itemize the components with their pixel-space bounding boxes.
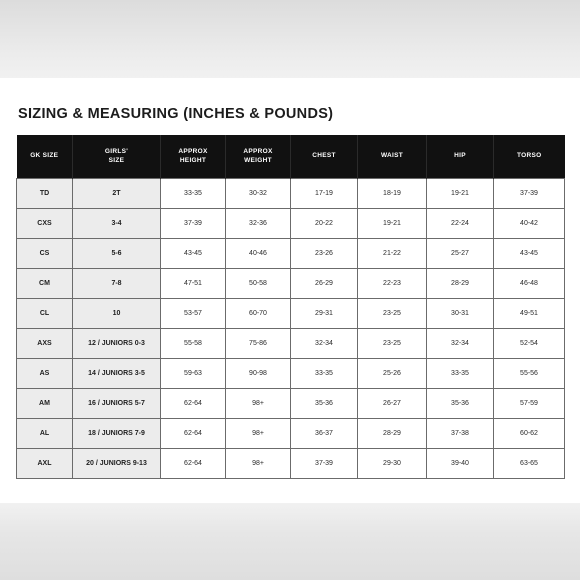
- cell-approx-height: 62-64: [161, 389, 226, 419]
- column-header-chest: CHEST: [291, 135, 358, 179]
- cell-hip: 33-35: [427, 359, 494, 389]
- cell-torso: 63-65: [494, 449, 565, 479]
- cell-torso: 43-45: [494, 239, 565, 269]
- cell-gk-size: CXS: [17, 209, 73, 239]
- cell-hip: 37-38: [427, 419, 494, 449]
- table-header-row: [17, 135, 565, 179]
- cell-gk-size: CM: [17, 269, 73, 299]
- table-row: [17, 329, 565, 359]
- cell-hip: 30-31: [427, 299, 494, 329]
- cell-torso: 40-42: [494, 209, 565, 239]
- cell-girls-size: 14 / JUNIORS 3-5: [73, 359, 161, 389]
- cell-gk-size: CL: [17, 299, 73, 329]
- cell-gk-size: CS: [17, 239, 73, 269]
- table-row: [17, 389, 565, 419]
- cell-waist: 25-26: [358, 359, 427, 389]
- cell-torso: 55-56: [494, 359, 565, 389]
- cell-chest: 35-36: [291, 389, 358, 419]
- size-chart-card: [0, 78, 580, 503]
- cell-chest: 20-22: [291, 209, 358, 239]
- cell-waist: 26-27: [358, 389, 427, 419]
- table-row: [17, 269, 565, 299]
- cell-approx-weight: 32-36: [226, 209, 291, 239]
- cell-approx-weight: 30-32: [226, 179, 291, 209]
- cell-gk-size: AS: [17, 359, 73, 389]
- cell-approx-height: 37-39: [161, 209, 226, 239]
- cell-waist: 22-23: [358, 269, 427, 299]
- cell-approx-height: 55-58: [161, 329, 226, 359]
- cell-girls-size: 2T: [73, 179, 161, 209]
- cell-hip: 35-36: [427, 389, 494, 419]
- cell-hip: 39-40: [427, 449, 494, 479]
- cell-girls-size: 18 / JUNIORS 7-9: [73, 419, 161, 449]
- table-row: [17, 419, 565, 449]
- size-chart-table: [16, 135, 565, 479]
- column-header-approx-height: APPROX HEIGHT: [161, 135, 226, 179]
- table-row: [17, 299, 565, 329]
- column-header-gk-size: GK SIZE: [17, 135, 73, 179]
- cell-torso: 60-62: [494, 419, 565, 449]
- cell-waist: 23-25: [358, 329, 427, 359]
- cell-approx-weight: 40-46: [226, 239, 291, 269]
- cell-hip: 32-34: [427, 329, 494, 359]
- cell-torso: 46-48: [494, 269, 565, 299]
- column-header-torso: TORSO: [494, 135, 565, 179]
- table-row: [17, 239, 565, 269]
- table-row: [17, 449, 565, 479]
- column-header-waist: WAIST: [358, 135, 427, 179]
- cell-waist: 28-29: [358, 419, 427, 449]
- table-row: [17, 179, 565, 209]
- cell-torso: 37-39: [494, 179, 565, 209]
- cell-chest: 26-29: [291, 269, 358, 299]
- cell-approx-weight: 98+: [226, 449, 291, 479]
- cell-hip: 25-27: [427, 239, 494, 269]
- table-row: [17, 359, 565, 389]
- cell-waist: 18-19: [358, 179, 427, 209]
- cell-chest: 17-19: [291, 179, 358, 209]
- cell-girls-size: 16 / JUNIORS 5-7: [73, 389, 161, 419]
- cell-waist: 29-30: [358, 449, 427, 479]
- cell-gk-size: TD: [17, 179, 73, 209]
- cell-chest: 32-34: [291, 329, 358, 359]
- cell-chest: 36-37: [291, 419, 358, 449]
- cell-approx-height: 33-35: [161, 179, 226, 209]
- cell-torso: 52-54: [494, 329, 565, 359]
- cell-gk-size: AM: [17, 389, 73, 419]
- cell-approx-weight: 90-98: [226, 359, 291, 389]
- cell-chest: 29-31: [291, 299, 358, 329]
- column-header-approx-weight: APPROX WEIGHT: [226, 135, 291, 179]
- cell-chest: 37-39: [291, 449, 358, 479]
- cell-waist: 23-25: [358, 299, 427, 329]
- cell-girls-size: 12 / JUNIORS 0-3: [73, 329, 161, 359]
- top-background-band: [0, 0, 580, 78]
- cell-approx-weight: 50-58: [226, 269, 291, 299]
- cell-approx-weight: 75-86: [226, 329, 291, 359]
- cell-approx-weight: 98+: [226, 419, 291, 449]
- cell-torso: 57-59: [494, 389, 565, 419]
- cell-waist: 21-22: [358, 239, 427, 269]
- cell-approx-height: 47-51: [161, 269, 226, 299]
- table-body: [17, 179, 565, 479]
- cell-hip: 22-24: [427, 209, 494, 239]
- cell-girls-size: 3-4: [73, 209, 161, 239]
- cell-approx-height: 43-45: [161, 239, 226, 269]
- column-header-girls-size: GIRLS' SIZE: [73, 135, 161, 179]
- cell-hip: 19-21: [427, 179, 494, 209]
- page-title: SIZING & MEASURING (INCHES & POUNDS): [18, 106, 334, 122]
- cell-approx-height: 53-57: [161, 299, 226, 329]
- cell-chest: 33-35: [291, 359, 358, 389]
- cell-hip: 28-29: [427, 269, 494, 299]
- cell-approx-height: 62-64: [161, 449, 226, 479]
- bottom-background-band: [0, 503, 580, 580]
- cell-approx-weight: 60-70: [226, 299, 291, 329]
- cell-girls-size: 7-8: [73, 269, 161, 299]
- cell-gk-size: AL: [17, 419, 73, 449]
- cell-chest: 23-26: [291, 239, 358, 269]
- cell-gk-size: AXL: [17, 449, 73, 479]
- column-header-hip: HIP: [427, 135, 494, 179]
- cell-girls-size: 20 / JUNIORS 9-13: [73, 449, 161, 479]
- cell-girls-size: 5-6: [73, 239, 161, 269]
- cell-gk-size: AXS: [17, 329, 73, 359]
- cell-waist: 19-21: [358, 209, 427, 239]
- cell-girls-size: 10: [73, 299, 161, 329]
- cell-approx-height: 59-63: [161, 359, 226, 389]
- cell-torso: 49-51: [494, 299, 565, 329]
- table-row: [17, 209, 565, 239]
- cell-approx-weight: 98+: [226, 389, 291, 419]
- cell-approx-height: 62-64: [161, 419, 226, 449]
